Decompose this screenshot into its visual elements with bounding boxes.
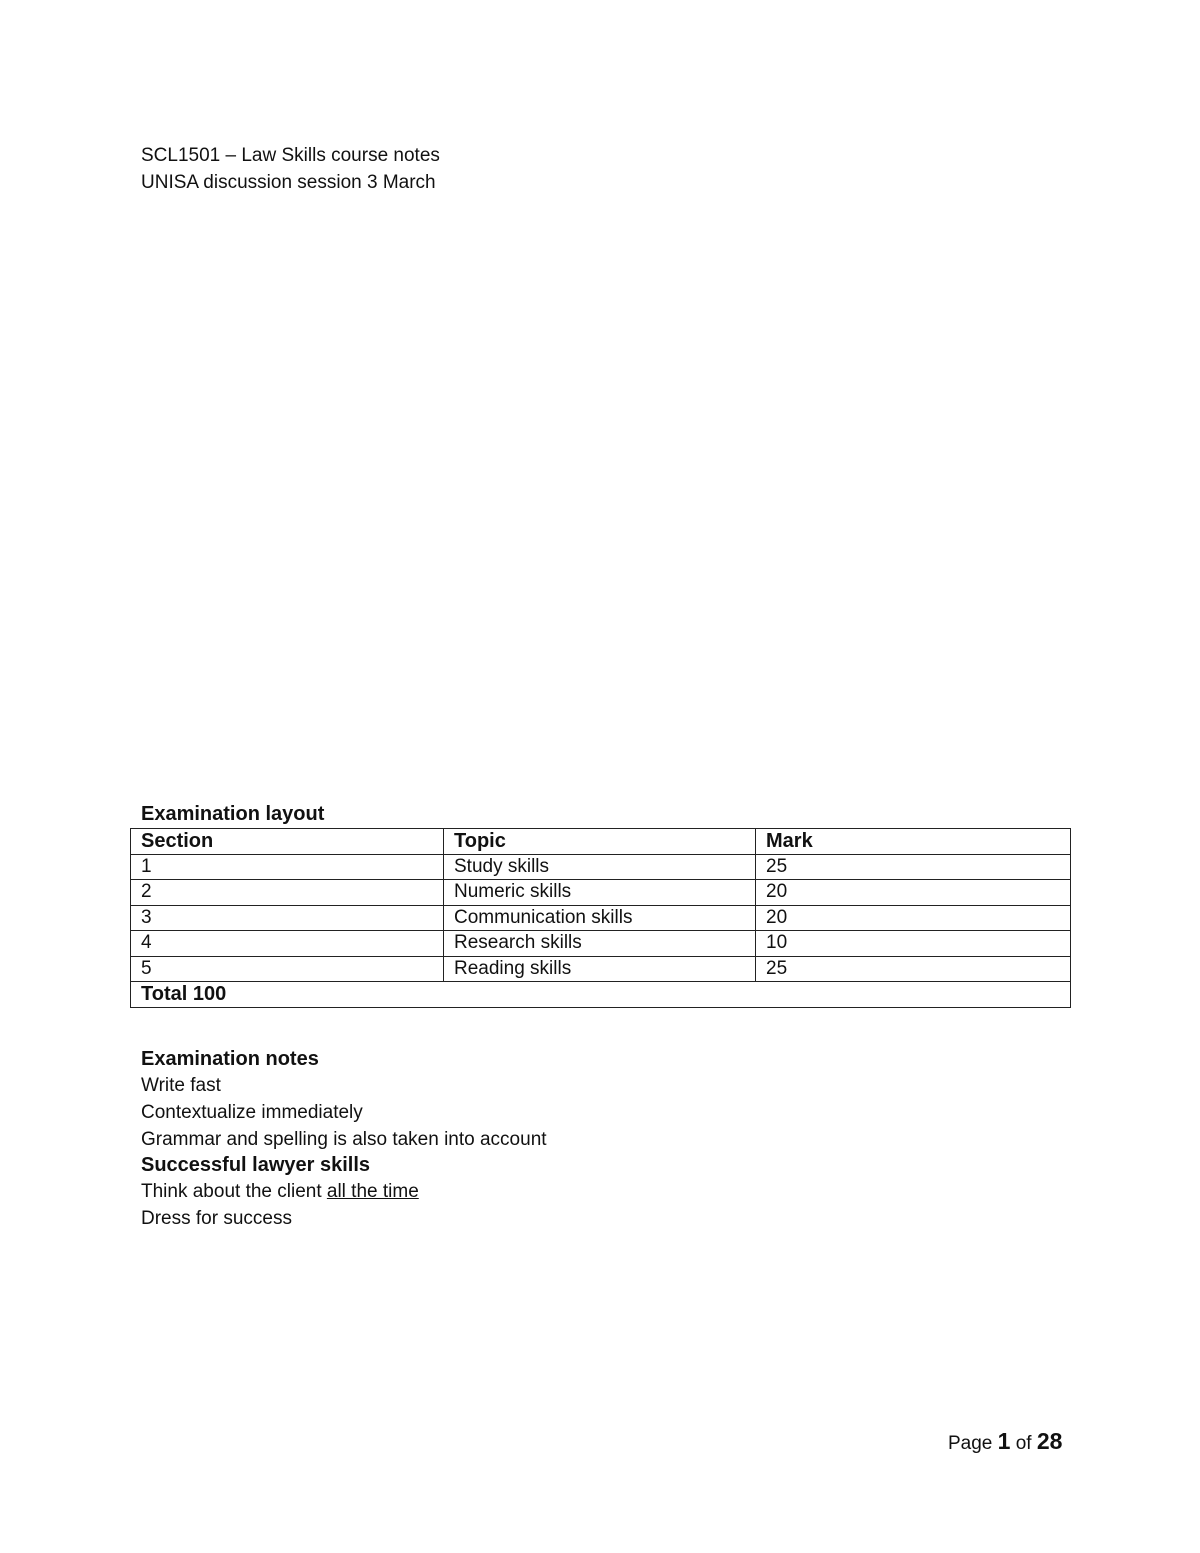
table-header-row	[131, 829, 1071, 855]
topic-cell: Reading skills	[444, 956, 756, 982]
section-cell: 2	[131, 880, 444, 906]
lawyer-skills-heading: Successful lawyer skills	[141, 1154, 371, 1176]
session-subtitle: UNISA discussion session 3 March	[141, 172, 436, 193]
topic-cell: Study skills	[444, 854, 756, 880]
lawyer-skill-item: Dress for success	[141, 1208, 292, 1229]
of-label: of	[1010, 1433, 1037, 1454]
total-cell: Total 100	[131, 982, 1071, 1008]
section-cell: 3	[131, 905, 444, 931]
table-row	[131, 854, 1071, 880]
mark-cell: 20	[756, 880, 1071, 906]
page-footer	[948, 1428, 1062, 1455]
exam-note-item: Contextualize immediately	[141, 1102, 363, 1123]
topic-cell: Research skills	[444, 931, 756, 957]
column-header-section: Section	[131, 829, 444, 855]
lawyer-skill-item	[141, 1179, 419, 1205]
current-page-number: 1	[997, 1428, 1011, 1454]
total-pages-number: 28	[1036, 1428, 1063, 1454]
exam-note-item: Grammar and spelling is also taken into account	[141, 1129, 547, 1150]
column-header-topic: Topic	[444, 829, 756, 855]
mark-cell: 25	[756, 956, 1071, 982]
section-cell: 5	[131, 956, 444, 982]
mark-cell: 25	[756, 854, 1071, 880]
lawyer-skill-text: Think about the client	[141, 1181, 327, 1202]
section-cell: 4	[131, 931, 444, 957]
section-cell: 1	[131, 854, 444, 880]
page-label: Page	[948, 1433, 998, 1454]
table-row	[131, 956, 1071, 982]
topic-cell: Numeric skills	[444, 880, 756, 906]
column-header-mark: Mark	[756, 829, 1071, 855]
topic-cell: Communication skills	[444, 905, 756, 931]
table-row	[131, 905, 1071, 931]
mark-cell: 10	[756, 931, 1071, 957]
table-row	[131, 880, 1071, 906]
exam-note-item: Write fast	[141, 1075, 221, 1096]
table-total-row	[131, 982, 1071, 1008]
course-title: SCL1501 – Law Skills course notes	[141, 145, 440, 166]
exam-layout-table	[130, 828, 1071, 1008]
lawyer-skill-emphasis: all the time	[326, 1181, 419, 1202]
mark-cell: 20	[756, 905, 1071, 931]
exam-notes-heading: Examination notes	[141, 1048, 319, 1070]
exam-layout-heading: Examination layout	[141, 803, 325, 825]
table-row	[131, 931, 1071, 957]
